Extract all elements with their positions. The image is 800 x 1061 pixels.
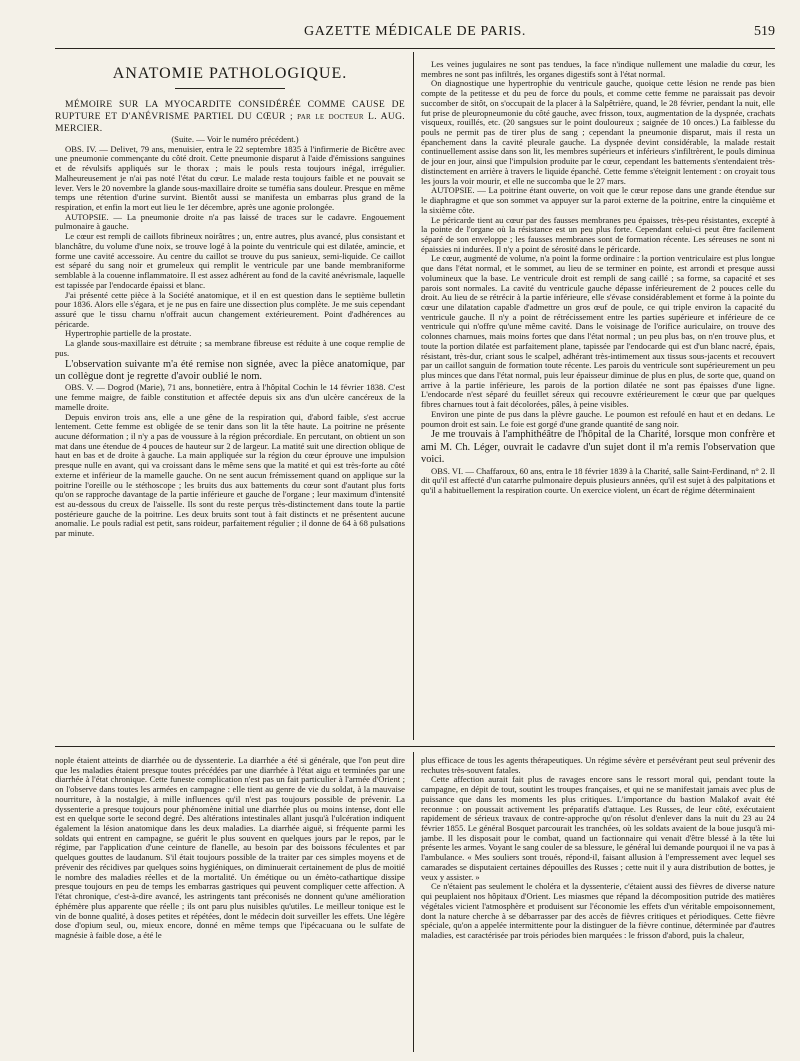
pleura-paragraph: Environ une pinte de pus dans la plèvre gauche. Le poumon est refoulé en haut et en dedans. Le poumon droit est sain. Le foie est gorgé d'une grande quantité de sang noir. — [421, 408, 775, 429]
top-left-column — [55, 60, 405, 740]
section-divider — [55, 746, 775, 747]
page-number: 519 — [754, 24, 775, 39]
autopsy-paragraph-2: AUTOPSIE. — La poitrine étant ouverte, on voit que le cœur repose dans une grande étendue sur le diaphragme et que son sommet va appuyer sur la paroi externe de la poitrine, entre la cinquième et la sixième côte. — [421, 185, 775, 215]
memoir-heading: MÉMOIRE SUR LA MYOCARDITE CONSIDÉRÉE COMME CAUSE DE RUPTURE ET D'ANÉVRISME PARTIEL DU CŒUR ; par le docteur L. AUG. MERCIER. — [55, 99, 405, 134]
heart-volume-paragraph: Le cœur, augmenté de volume, n'a point la forme ordinaire : la portion ventriculaire est plus longue que dans l'état normal, et le sommet, au lieu de se terminer en pointe, est arrondi et presque aussi volumineux que la base. Le ventricule droit est rempli de sang caillé ; sa forme, sa capacité et ses parois sont normales. La cavité du ventricule gauche dépasse inférieurement de 2 pouces celle du droit. Au lieu de se rétrécir à la partie inférieure, elle s'évase considérablement et forme à la pointe du cœur une dilatation capable d'admettre un gros œuf de poule, ce qui triple environ la capacité du ventricule gauche. Il n'y a point de rétrécissement entre les parties supérieure et inférieure de ce ventricule qui n'offre qu'une même cavité. Dans le voisinage de l'orifice auriculaire, on trouve des colonnes charnues, mais moins fortes que dans l'état normal ; un peu plus bas, on n'en trouve plus, et toute la portion dilatée est parfaitement plane, tapissée par l'endocarde qui est d'un blanc nacré, épais, résistant, très-dur, criant sous le scalpel, adhérant très-intimement aux tissus sous-jacents et recouvert par un caillot sanguin de formation toute récente. Les parois du ventricule sont supérieurement un peu plus minces que dans l'état normal, puis leur épaisseur diminue de plus en plus, de sorte que, quand on arrive à la partie inférieure, les parois de la portion dilatée ne sont pas épaisses d'une ligne. L'endocarde n'est séparé du feuillet séreux qui recouvre extérieurement le cœur que par quelques fibres charnues tout à fait décolorées, pâles, à peine visibles. — [421, 253, 775, 410]
heart-paragraph: Le cœur est rempli de caillots fibrineux noirâtres ; un, entre autres, plus avancé, plus consistant et blanchâtre, du volume d'une noix, se trouve logé à la pointe du ventricule qui est dilatée, amincie, et forme une cavité accessoire. Au centre du caillot se trouve du pus sanieux, semi-liquide. Ce caillot est séparé du sang noir et grumeleux qui remplit le ventricule par une bande membraniforme semblable à la couenne inflammatoire. Il est assez adhérent au fond de la cavité anévrismale, laquelle est tapissée par l'endocarde épaissi et blanc. — [55, 231, 405, 290]
obs5-paragraph: OBS. V. — Dogrod (Marie), 71 ans, bonnetière, entra à l'hôpital Cochin le 14 février 1838. C'est une femme maigre, de faible constitution et affectée depuis six ans d'un ulcère cancéreux de la mamelle droite. — [55, 382, 405, 412]
pericardium-paragraph: Le péricarde tient au cœur par des fausses membranes peu épaisses, très-peu résistantes, excepté à la pointe de l'organe où la résistance est un peu plus forte. Cependant celui-ci peut être facilement séparé de son enveloppe ; les fausses membranes sont de formation récente. Les séreuses ne sont ni épaissies ni indurées. Il n'y a point de sérosité dans le péricarde. — [421, 214, 775, 254]
section-title: ANATOMIE PATHOLOGIQUE. — [55, 64, 405, 89]
bottom-left-column — [55, 756, 405, 1054]
diarrhea-paragraph: nople étaient atteints de diarrhée ou de dyssenterie. La diarrhée a été si générale, que l'on peut dire que les maladies étaient presque toutes précédées par une diarrhée à l'état aigu et terminées par une diarrhée à l'état chronique. Cette funeste complication n'est pas un fait particulier à l'armée d'Orient ; on l'observe dans toutes les armées en campagne : elle tient au genre de vie du soldat, à la mauvaise nourriture, à la nostalgie, à mille influences qu'il n'est pas toujours possible de prévenir. La dyssenterie a presque toujours pour phénomène initial une diarrhée plus ou moins intense, dont elle est en quelque sorte le second degré. Des altérations intestinales allant jusqu'à l'ulcération indiquent également la lésion anatomique dans les deux maladies. La diarrhée aiguë, si fréquente parmi les soldats qui entrent en campagne, se guérit le plus souvent en quelques jours par le repos, par le régime, par l'application d'une ceinture de flanelle, au besoin par des boissons féculentes et par quelques gouttes de laudanum. S'il était toujours possible de la traiter par ces simples moyens et de prévenir des récidives par quelques soins hygiéniques, on diminuerait certainement de plus de moitié le nombre des maladies réelles et de la mortalité. Un émétique ou un émèto-cathartique dissipe presque toujours en peu de temps les embarras gastriques qui peuvent compliquer cette affection. A l'état chronique, c'est-à-dire avancé, les astringents tant préconisés ne donnent qu'une amélioration éphémère plus apparente que réelle ; ils ont paru plus nuisibles qu'utiles. Le meilleur tonique est le vin de bonne qualité, à doses petites et répétées, dont le médecin doit surveiller les effets. Une légère dose d'opium seul, ou, mieux encore, donné en même temps que l'ipécacuana ou le sulfate de magnésie à faible dose, a été le — [55, 756, 405, 940]
campaign-paragraph: Cette affection aurait fait plus de ravages encore sans le ressort moral qui, pendant toute la campagne, en dépit de tout, soutint les troupes françaises, et qui ne se manifestait jamais avec plus de puissance que dans les moments les plus critiques. L'importance du bastion Malakof avait été reconnue : on poussait activement les préparatifs d'attaque. Les Russes, de leur côté, exécutaient rapidement de sérieux travaux de contre-approche qu'on résolut d'enlever dans la nuit du 23 au 24 février 1855. Le général Bosquet parcourait les tranchées, où les soldats avaient de la boue jusqu'à mi-jambe. Il les disposait pour le combat, quand un factionnaire qui venait d'être blessé à la tête lui présente les armes. Voyant le sang couler de sa blessure, le général lui demande pourquoi il ne va pas à l'ambulance. « Mes souliers sont troués, répond-il, faisant allusion à l'empressement avec lequel ses camarades se disputaient certaines dépouilles des Russes ; cette nuit il y aura distribution de bottes, je veux y assister. » — [421, 774, 775, 882]
society-paragraph: J'ai présenté cette pièce à la Société anatomique, et il en est question dans le septième bulletin pour 1836. Alors elle s'égara, et je ne pus en faire une dissection plus complète. Je me suis cependant assuré que le tissu charnu n'offrait aucun changement extérieurement. Point d'adhérences au péricarde. — [55, 289, 405, 329]
veins-paragraph: Les veines jugulaires ne sont pas tendues, la face n'indique nullement une maladie du cœur, les membres ne sont pas infiltrés, les organes digestifs sont à l'état normal. — [421, 60, 775, 79]
column-divider-bottom — [413, 752, 414, 1052]
diagnosis-paragraph: On diagnostique une hypertrophie du ventricule gauche, quoique cette lésion ne rende pas bien compte de la petitesse et du peu de force du pouls, et comme cette femme ne paraissait pas devoir succomber de sitôt, on s'occupait de la placer à la Salpêtrière, quand, le 28 février, pendant la nuit, elle fut prise de pleuropneumonie du côté gauche, avec frisson, toux, augmentation de la dyspnée, crachats visqueux, rouillés, etc. (20 sangsues sur le point douloureux ; saignée de 10 onces.) La faiblesse du pouls ne permit pas de tirer plus de sang ; cependant la pneumonie disparut, mais il resta un épanchement dans la cavité pleurale gauche. La dyspnée devint considérable, la malade restait continuellement assise dans son lit, les membres supérieurs et inférieurs s'infiltrèrent, le pouls diminua de jour en jour, ainsi que l'impulsion produite par le cœur, cependant les battements s'entendaient très-distinctement en arrière à travers le liquide épanché. Cette femme s'éteignit lentement : on croyait tous les jours la voir mourir, et elle ne succomba que le 27 mars. — [421, 78, 775, 186]
prostate-paragraph: Hypertrophie partielle de la prostate. — [65, 328, 192, 339]
suite-note: (Suite. — Voir le numéro précédent.) — [171, 134, 299, 144]
page-header — [55, 24, 775, 46]
gland-paragraph: La glande sous-maxillaire est détruite ; sa membrane fibreuse est réduite à une coque remplie de pus. — [55, 338, 405, 358]
header-rule — [55, 48, 775, 49]
obs5-exam-paragraph: Depuis environ trois ans, elle a une gêne de la respiration qui, d'abord faible, s'est accrue lentement. Cette femme est obligée de se tenir dans son lit la tête haute. La poitrine ne présente aucune déformation ; il n'y a pas de voussure à la région précordiale. En percutant, on obtient un son mat dans une étendue de 4 pouces de hauteur sur 2 de largeur. La matité suit une direction oblique de haut en bas et de droite à gauche. La main appliquée sur la région du cœur éprouve une impulsion presque nulle en avant, qui va croissant dans le même sens que la matité et qui est très-forte au côté externe et inférieur de la mamelle gauche. On ne sent aucun frémissement quand on applique sur la poitrine l'oreille ou le stéthoscope ; les bruits dus aux battements du cœur sont d'autant plus forts qu'on se rapproche davantage de la partie inférieure et gauche de l'organe ; leur maximum d'intensité est au-dessous du creux de l'aisselle. Ils sont du reste perçus très-distinctement dans toute la partie postérieure gauche de la poitrine. Les deux bruits sont tout à fait distincts et ne présentent aucune anomalie. Le pouls radial est petit, sans roideur, parfaitement régulier ; il donne de 64 à 68 pulsations par minute. — [55, 411, 405, 539]
autopsy-paragraph: AUTOPSIE. — La pneumonie droite n'a pas laissé de traces sur le cadavre. Engouement pulmonaire à gauche. — [55, 211, 405, 232]
bottom-right-column — [421, 756, 775, 1054]
column-divider-top — [413, 52, 414, 740]
fevers-paragraph: Ce n'étaient pas seulement le choléra et la dyssenterie, c'étaient aussi des fièvres de diverse nature qui peuplaient nos hôpitaux d'Orient. Les miasmes que répand la décomposition putride des matières végétales vicient l'atmosphère et produisent sur l'économie les effets d'un véritable empoisonnement, dont la nature cherche à se débarrasser par des accès de fièvres critiques et périodiques. Cette fièvre spéciale, qu'on a appelée intermittente pour la distinguer de la fièvre continue, déterminée par d'autres maladies, est caractérisée par trois périodes bien marquées : le frisson d'abord, puis la chaleur, — [421, 881, 775, 940]
anonymous-note: L'observation suivante m'a été remise non signée, avec la pièce anatomique, par un collègue dont je regrette d'avoir oublié le nom. — [55, 358, 405, 382]
journal-title: GAZETTE MÉDICALE DE PARIS. — [304, 24, 526, 39]
therapy-paragraph: plus efficace de tous les agents thérapeutiques. Un régime sévère et persévérant peut seul prévenir des rechutes très-souvent fatales. — [421, 756, 775, 775]
obs4-paragraph: OBS. IV. — Delivet, 79 ans, menuisier, entra le 22 septembre 1835 à l'infirmerie de Bicêtre avec une pneumonie commençante du côté droit. Cette pneumonie disparut à l'aide d'émissions sanguines et de révulsifs appliqués sur le thorax ; mais le pouls resta toujours inégal, irrégulier. Malheureusement je n'ai pas noté l'état du cœur. Le malade resta toujours faible et ne pouvait se lever. Vers le 20 novembre la glande sous-maxillaire droite se tuméfia sans douleur. Presque en même temps une rétention d'urine survint. Bientôt aussi se manifesta un embarras plus grand de la respiration, et enfin la mort eut lieu le 1er décembre, après une agonie prolongée. — [55, 143, 405, 213]
obs6-paragraph: OBS. VI. — Chaffaroux, 60 ans, entra le 18 février 1839 à la Charité, salle Saint-Ferdinand, n° 2. Il dit qu'il est affecté d'un catarrhe pulmonaire depuis plusieurs années, qu'il est sujet à des palpitations et qu'il a habituellement la respiration courte. Un exercice violent, un écart de régime déterminaient — [421, 465, 775, 495]
charite-note: Je me trouvais à l'amphithéâtre de l'hôpital de la Charité, lorsque mon confrère et ami M. Ch. Léger, ouvrait le cadavre d'un sujet dont il m'a remis l'observation que voici. — [421, 429, 775, 466]
top-right-column — [421, 60, 775, 740]
